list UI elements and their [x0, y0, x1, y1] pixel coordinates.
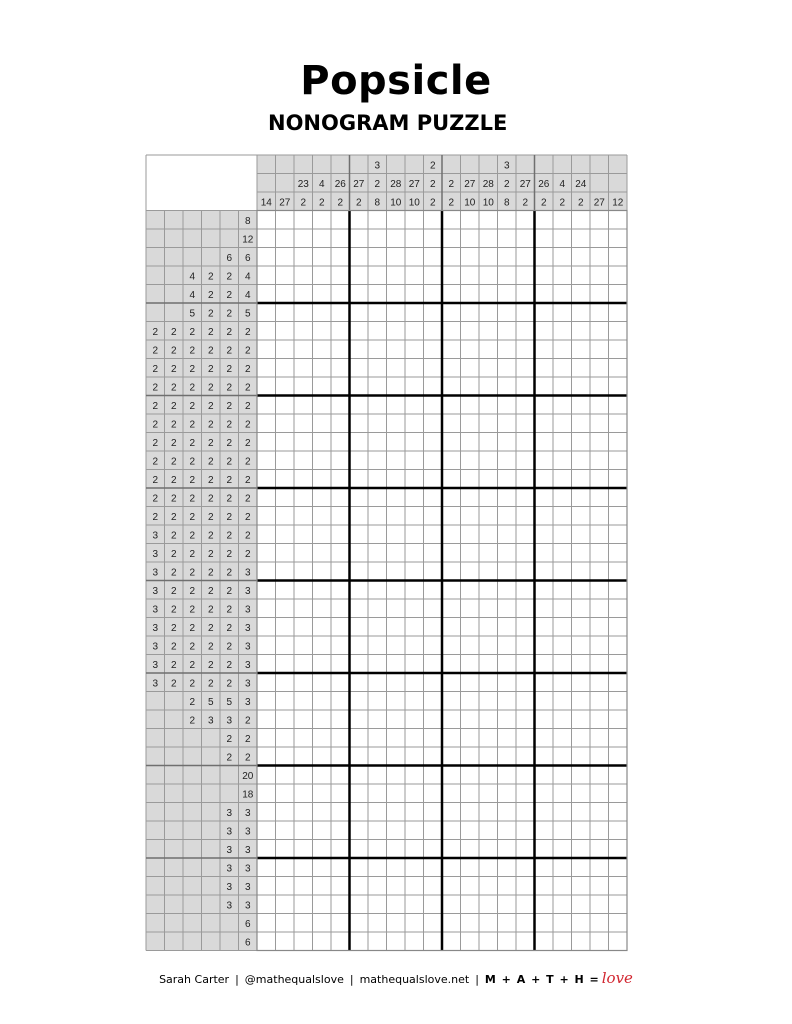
row-clue-number: 2 [244, 419, 251, 431]
row-clue-number: 2 [152, 474, 159, 486]
row-clue-number: 6 [244, 252, 251, 264]
row-clue-number: 3 [244, 844, 251, 856]
row-clue-number: 2 [207, 308, 214, 320]
row-clue-number: 2 [244, 345, 251, 357]
row-clue-number: 3 [244, 807, 251, 819]
row-clue-number: 2 [189, 548, 196, 560]
row-clue-number: 3 [152, 659, 159, 671]
row-clue-number: 2 [152, 400, 159, 412]
row-clue-number: 4 [244, 271, 251, 283]
row-clue-number: 2 [226, 326, 233, 338]
row-clue-number: 3 [244, 604, 251, 616]
row-clue-number: 2 [226, 622, 233, 634]
row-clue-number: 2 [189, 585, 196, 597]
row-clue-number: 3 [226, 844, 233, 856]
row-clue-number: 2 [226, 382, 233, 394]
row-clue-number: 2 [226, 474, 233, 486]
row-clue-number: 3 [226, 881, 233, 893]
column-clue-number: 2 [522, 197, 529, 209]
column-clue-number: 28 [390, 178, 402, 190]
column-clue-number: 27 [279, 197, 291, 209]
column-clue-number: 14 [260, 197, 272, 209]
row-clue-number: 6 [244, 937, 251, 949]
row-clue-number: 5 [189, 308, 196, 320]
row-clue-number: 2 [226, 567, 233, 579]
page-subtitle: NONOGRAM PUZZLE [268, 111, 508, 135]
row-clue-number: 20 [242, 770, 254, 782]
row-clue-number: 2 [189, 456, 196, 468]
row-clue-number: 2 [189, 419, 196, 431]
row-clue-number: 2 [152, 456, 159, 468]
row-clue-number: 2 [189, 604, 196, 616]
row-clue-number: 3 [244, 678, 251, 690]
row-clue-number: 2 [189, 400, 196, 412]
column-clue-number: 2 [540, 197, 547, 209]
row-clue-number: 2 [226, 345, 233, 357]
row-clue-number: 2 [226, 363, 233, 375]
row-clue-number: 2 [207, 345, 214, 357]
row-clue-number: 2 [226, 271, 233, 283]
row-clue-number: 3 [244, 863, 251, 875]
column-clue-number: 23 [297, 178, 309, 190]
column-clue-number: 2 [429, 160, 436, 172]
row-clue-number: 2 [170, 604, 177, 616]
row-clue-number: 2 [244, 548, 251, 560]
row-clue-number: 2 [207, 659, 214, 671]
footer-handle: @mathequalslove [244, 973, 344, 986]
row-clue-number: 2 [207, 289, 214, 301]
row-clue-number: 2 [152, 419, 159, 431]
row-clue-number: 3 [152, 567, 159, 579]
row-clue-number: 2 [207, 493, 214, 505]
row-clue-number: 2 [226, 511, 233, 523]
row-clue-number: 2 [226, 641, 233, 653]
row-clue-number: 2 [170, 345, 177, 357]
row-clue-number: 2 [226, 456, 233, 468]
row-clue-number: 2 [170, 493, 177, 505]
row-clue-number: 2 [189, 382, 196, 394]
column-clue-number: 26 [538, 178, 550, 190]
row-clue-number: 3 [226, 900, 233, 912]
row-clue-number: 2 [226, 289, 233, 301]
row-clue-number: 2 [152, 382, 159, 394]
row-clue-number: 6 [244, 918, 251, 930]
row-clue-number: 2 [207, 530, 214, 542]
row-clue-number: 3 [152, 530, 159, 542]
row-clue-number: 2 [170, 400, 177, 412]
row-clue-number: 5 [207, 696, 214, 708]
row-clue-number: 2 [152, 345, 159, 357]
row-clue-number: 2 [226, 733, 233, 745]
row-clue-number: 2 [170, 567, 177, 579]
column-clue-number: 2 [503, 178, 510, 190]
row-clue-number: 2 [189, 641, 196, 653]
row-clue-number: 8 [244, 215, 251, 227]
row-clue-number: 2 [170, 641, 177, 653]
row-clue-number: 2 [170, 530, 177, 542]
row-clue-number: 2 [207, 474, 214, 486]
row-clue-number: 2 [226, 419, 233, 431]
row-clue-number: 2 [244, 715, 251, 727]
page-title: Popsicle [300, 58, 492, 104]
column-clue-number: 28 [482, 178, 494, 190]
row-clue-number: 2 [207, 567, 214, 579]
column-clue-number: 2 [355, 197, 362, 209]
row-clue-number: 2 [226, 585, 233, 597]
column-clue-number: 3 [374, 160, 381, 172]
row-clue-number: 2 [244, 400, 251, 412]
row-clue-number: 3 [152, 548, 159, 560]
row-clue-number: 2 [226, 530, 233, 542]
column-clue-number: 2 [337, 197, 344, 209]
row-clue-number: 2 [152, 326, 159, 338]
row-clue-number: 3 [152, 622, 159, 634]
column-clue-number: 2 [374, 178, 381, 190]
row-clue-number: 2 [170, 678, 177, 690]
row-clue-number: 2 [189, 511, 196, 523]
row-clue-number: 3 [244, 641, 251, 653]
row-clue-number: 2 [189, 530, 196, 542]
row-clue-number: 3 [244, 622, 251, 634]
row-clue-number: 2 [207, 419, 214, 431]
row-clue-number: 2 [226, 604, 233, 616]
column-clue-number: 12 [612, 197, 624, 209]
row-clue-number: 2 [170, 456, 177, 468]
row-clue-number: 2 [207, 604, 214, 616]
column-clue-number: 2 [559, 197, 566, 209]
column-clue-number: 27 [593, 197, 605, 209]
row-clue-number: 2 [152, 493, 159, 505]
row-clue-number: 2 [226, 752, 233, 764]
row-clue-number: 2 [207, 585, 214, 597]
row-clue-number: 4 [244, 289, 251, 301]
row-clue-number: 3 [244, 585, 251, 597]
row-clue-number: 3 [244, 567, 251, 579]
row-clue-number: 18 [242, 789, 254, 801]
footer-author: Sarah Carter [159, 973, 230, 986]
row-clue-number: 2 [189, 437, 196, 449]
row-clue-number: 2 [207, 622, 214, 634]
row-clue-number: 2 [170, 548, 177, 560]
row-clue-number: 2 [189, 659, 196, 671]
column-clue-number: 27 [408, 178, 420, 190]
row-clue-number: 2 [170, 474, 177, 486]
row-clue-number: 2 [189, 493, 196, 505]
row-clue-number: 2 [170, 585, 177, 597]
column-clue-number: 2 [429, 197, 436, 209]
row-clue-number: 2 [170, 622, 177, 634]
row-clue-number: 2 [207, 382, 214, 394]
row-clue-number: 2 [189, 715, 196, 727]
row-clue-number: 2 [244, 493, 251, 505]
row-clue-number: 3 [152, 585, 159, 597]
row-clue-number: 5 [244, 308, 251, 320]
row-clue-number: 2 [207, 400, 214, 412]
row-clue-number: 2 [226, 437, 233, 449]
row-clue-number: 4 [189, 289, 196, 301]
row-clue-number: 3 [226, 715, 233, 727]
row-clue-number: 3 [244, 826, 251, 838]
row-clue-number: 3 [152, 604, 159, 616]
row-clue-number: 2 [207, 511, 214, 523]
row-clue-number: 2 [244, 363, 251, 375]
row-clue-number: 2 [207, 456, 214, 468]
row-clue-number: 2 [226, 493, 233, 505]
row-clue-number: 4 [189, 271, 196, 283]
column-clue-number: 2 [318, 197, 325, 209]
row-clue-number: 2 [244, 326, 251, 338]
row-clue-number: 2 [207, 437, 214, 449]
row-clue-number: 2 [244, 733, 251, 745]
column-clue-number: 10 [390, 197, 402, 209]
column-clue-number: 2 [577, 197, 584, 209]
row-clue-number: 2 [152, 511, 159, 523]
row-clue-number: 3 [244, 696, 251, 708]
row-clue-number: 2 [170, 511, 177, 523]
row-clue-number: 2 [170, 363, 177, 375]
row-clue-number: 2 [170, 326, 177, 338]
footer-brand: M + A + T + H = [484, 973, 600, 986]
row-clue-number: 3 [207, 715, 214, 727]
row-clue-number: 2 [189, 567, 196, 579]
row-clue-number: 3 [244, 881, 251, 893]
row-clue-number: 5 [226, 696, 233, 708]
footer-website: mathequalslove.net [359, 973, 470, 986]
row-clue-number: 3 [226, 826, 233, 838]
column-clue-number: 10 [464, 197, 476, 209]
column-clue-number: 2 [448, 178, 455, 190]
row-clue-number: 12 [242, 234, 254, 246]
row-clue-number: 2 [189, 622, 196, 634]
row-clue-number: 2 [207, 326, 214, 338]
column-clue-number: 2 [448, 197, 455, 209]
row-clue-number: 2 [152, 437, 159, 449]
row-clue-number: 3 [244, 659, 251, 671]
row-clue-number: 2 [152, 363, 159, 375]
row-clue-number: 2 [170, 437, 177, 449]
row-clue-number: 2 [189, 678, 196, 690]
row-clue-number: 2 [189, 345, 196, 357]
row-clue-number: 2 [244, 456, 251, 468]
row-clue-number: 2 [207, 363, 214, 375]
column-clue-number: 3 [503, 160, 510, 172]
row-clue-number: 3 [152, 641, 159, 653]
row-clue-number: 2 [226, 548, 233, 560]
column-clue-number: 2 [300, 197, 307, 209]
row-clue-number: 2 [189, 326, 196, 338]
footer-love-logo: love [601, 969, 633, 987]
row-clue-number: 2 [226, 678, 233, 690]
column-clue-number: 4 [318, 178, 325, 190]
footer: Sarah Carter | @mathequalslove | mathequalslove.net | M + A + T + H = love [159, 969, 633, 987]
column-clue-number: 26 [334, 178, 346, 190]
row-clue-number: 2 [189, 474, 196, 486]
row-clue-number: 3 [152, 678, 159, 690]
row-clue-number: 2 [170, 382, 177, 394]
row-clue-number: 6 [226, 252, 233, 264]
row-clue-number: 2 [226, 308, 233, 320]
row-clue-number: 2 [207, 641, 214, 653]
row-clue-number: 2 [170, 659, 177, 671]
column-clue-number: 8 [503, 197, 510, 209]
row-clue-number: 3 [226, 863, 233, 875]
column-clue-number: 10 [482, 197, 494, 209]
column-clue-number: 10 [408, 197, 420, 209]
column-clue-number: 27 [464, 178, 476, 190]
row-clue-number: 2 [244, 530, 251, 542]
row-clue-number: 2 [244, 752, 251, 764]
row-clue-number: 2 [226, 659, 233, 671]
row-clue-number: 2 [244, 437, 251, 449]
row-clue-number: 3 [226, 807, 233, 819]
row-clue-number: 2 [207, 678, 214, 690]
column-clue-number: 2 [429, 178, 436, 190]
row-clue-number: 2 [244, 382, 251, 394]
column-clue-number: 27 [519, 178, 531, 190]
row-clue-number: 2 [189, 363, 196, 375]
row-clue-number: 2 [244, 511, 251, 523]
column-clue-number: 24 [575, 178, 587, 190]
column-clue-number: 8 [374, 197, 381, 209]
column-clue-number: 27 [353, 178, 365, 190]
row-clue-number: 2 [170, 419, 177, 431]
row-clue-number: 2 [226, 400, 233, 412]
row-clue-number: 2 [189, 696, 196, 708]
column-clue-number: 4 [559, 178, 566, 190]
row-clue-number: 2 [244, 474, 251, 486]
row-clue-number: 2 [207, 548, 214, 560]
row-clue-number: 3 [244, 900, 251, 912]
row-clue-number: 2 [207, 271, 214, 283]
